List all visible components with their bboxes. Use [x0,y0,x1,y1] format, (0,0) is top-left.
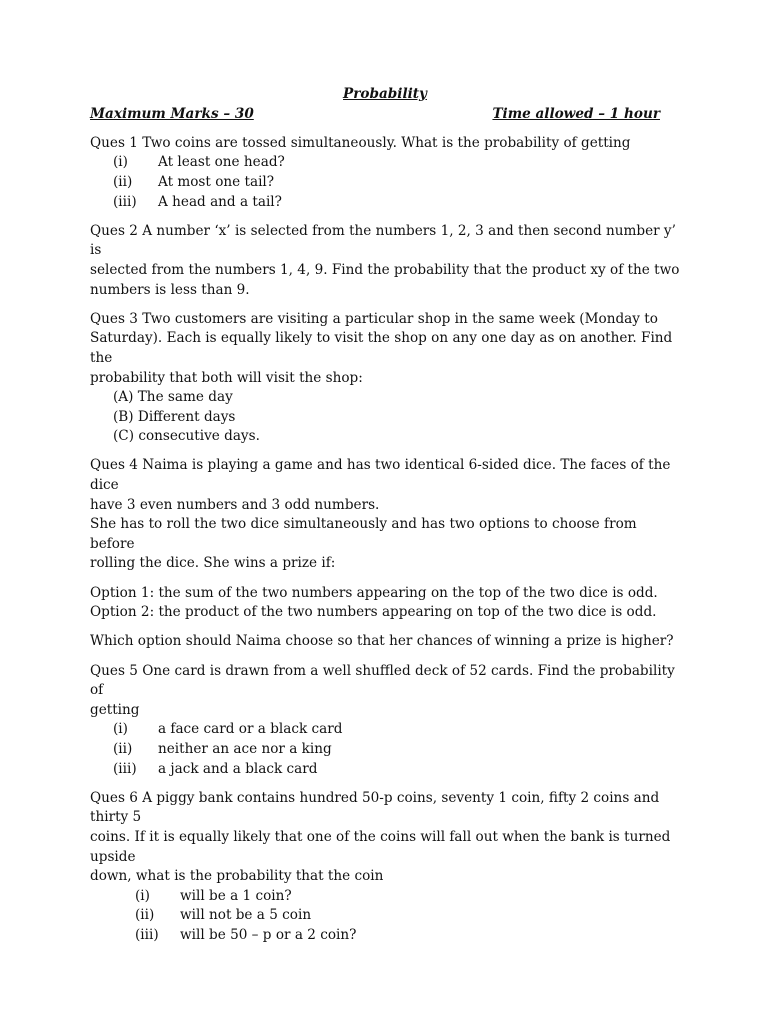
question-1-text: Ques 1 Two coins are tossed simultaneously. What is the probability of getting [90,134,631,151]
question-3 [90,310,680,388]
question-4-options [90,584,680,623]
question-4-prompt: Which option should Naima choose so that her chances of winning a prize is higher? [90,633,674,650]
list-item: (B) Different days [113,408,236,425]
question-6-line: Ques 6 A piggy bank contains hundred 50-p coins, seventy 1 coin, fifty 2 coins and thirty 5 [90,789,660,826]
list-item: (C) consecutive days. [113,428,260,445]
question-6-line: down, what is the probability that the coin [90,868,384,885]
question-5 [90,662,680,721]
question-3-line: probability that both will visit the shop: [90,369,363,386]
question-6-line: coins. If it is equally likely that one of the coins will fall out when the bank is turned upside [90,828,671,865]
question-6-options [90,887,680,946]
question-1-options [90,153,680,212]
question-5-options [90,720,680,779]
list-item: (iii) will be 50 – p or a 2 coin? [135,926,357,943]
question-4 [90,456,680,574]
list-item: (i) a face card or a black card [113,721,343,738]
question-4-line: have 3 even numbers and 3 odd numbers. [90,496,380,513]
question-4-line: She has to roll the two dice simultaneously and has two options to choose from before [90,516,637,552]
document-content [90,85,680,946]
question-5-line: getting [90,701,140,718]
option-1: Option 1: the sum of the two numbers appearing on the top of the two dice is odd. [90,584,658,601]
list-item: (A) The same day [113,389,233,406]
question-4-line: rolling the dice. She wins a prize if: [90,555,336,572]
question-3-line: Saturday). Each is equally likely to visit the shop on any one day as on another. Find the [90,330,673,366]
question-4-line: Ques 4 Naima is playing a game and has two identical 6-sided dice. The faces of the dice [90,457,671,494]
option-2: Option 2: the product of the two numbers appearing on top of the two dice is odd. [90,604,657,621]
question-2-line: Ques 2 A number ‘x’ is selected from the numbers 1, 2, 3 and then second number y’ is [90,222,676,259]
exam-meta [90,105,660,125]
page-title: Probability [343,86,427,102]
list-item: (ii) At most one tail? [113,173,275,190]
max-marks: Maximum Marks – 30 [90,105,254,122]
time-allowed: Time allowed – 1 hour [492,105,660,122]
list-item: (i) At least one head? [113,154,285,171]
list-item: (i) will be a 1 coin? [135,887,292,904]
question-6 [90,789,680,887]
question-3-line: Ques 3 Two customers are visiting a particular shop in the same week (Monday to [90,310,658,327]
list-item: (iii) A head and a tail? [113,193,282,210]
question-5-line: Ques 5 One card is drawn from a well shuffled deck of 52 cards. Find the probability of [90,662,675,699]
question-3-options [90,388,680,447]
question-2-line: selected from the numbers 1, 4, 9. Find the probability that the product xy of the two [90,261,680,278]
list-item: (iii) a jack and a black card [113,760,318,777]
list-item: (ii) will not be a 5 coin [135,907,312,924]
list-item: (ii) neither an ace nor a king [113,740,332,757]
question-2 [90,222,680,300]
question-2-line: numbers is less than 9. [90,281,250,298]
